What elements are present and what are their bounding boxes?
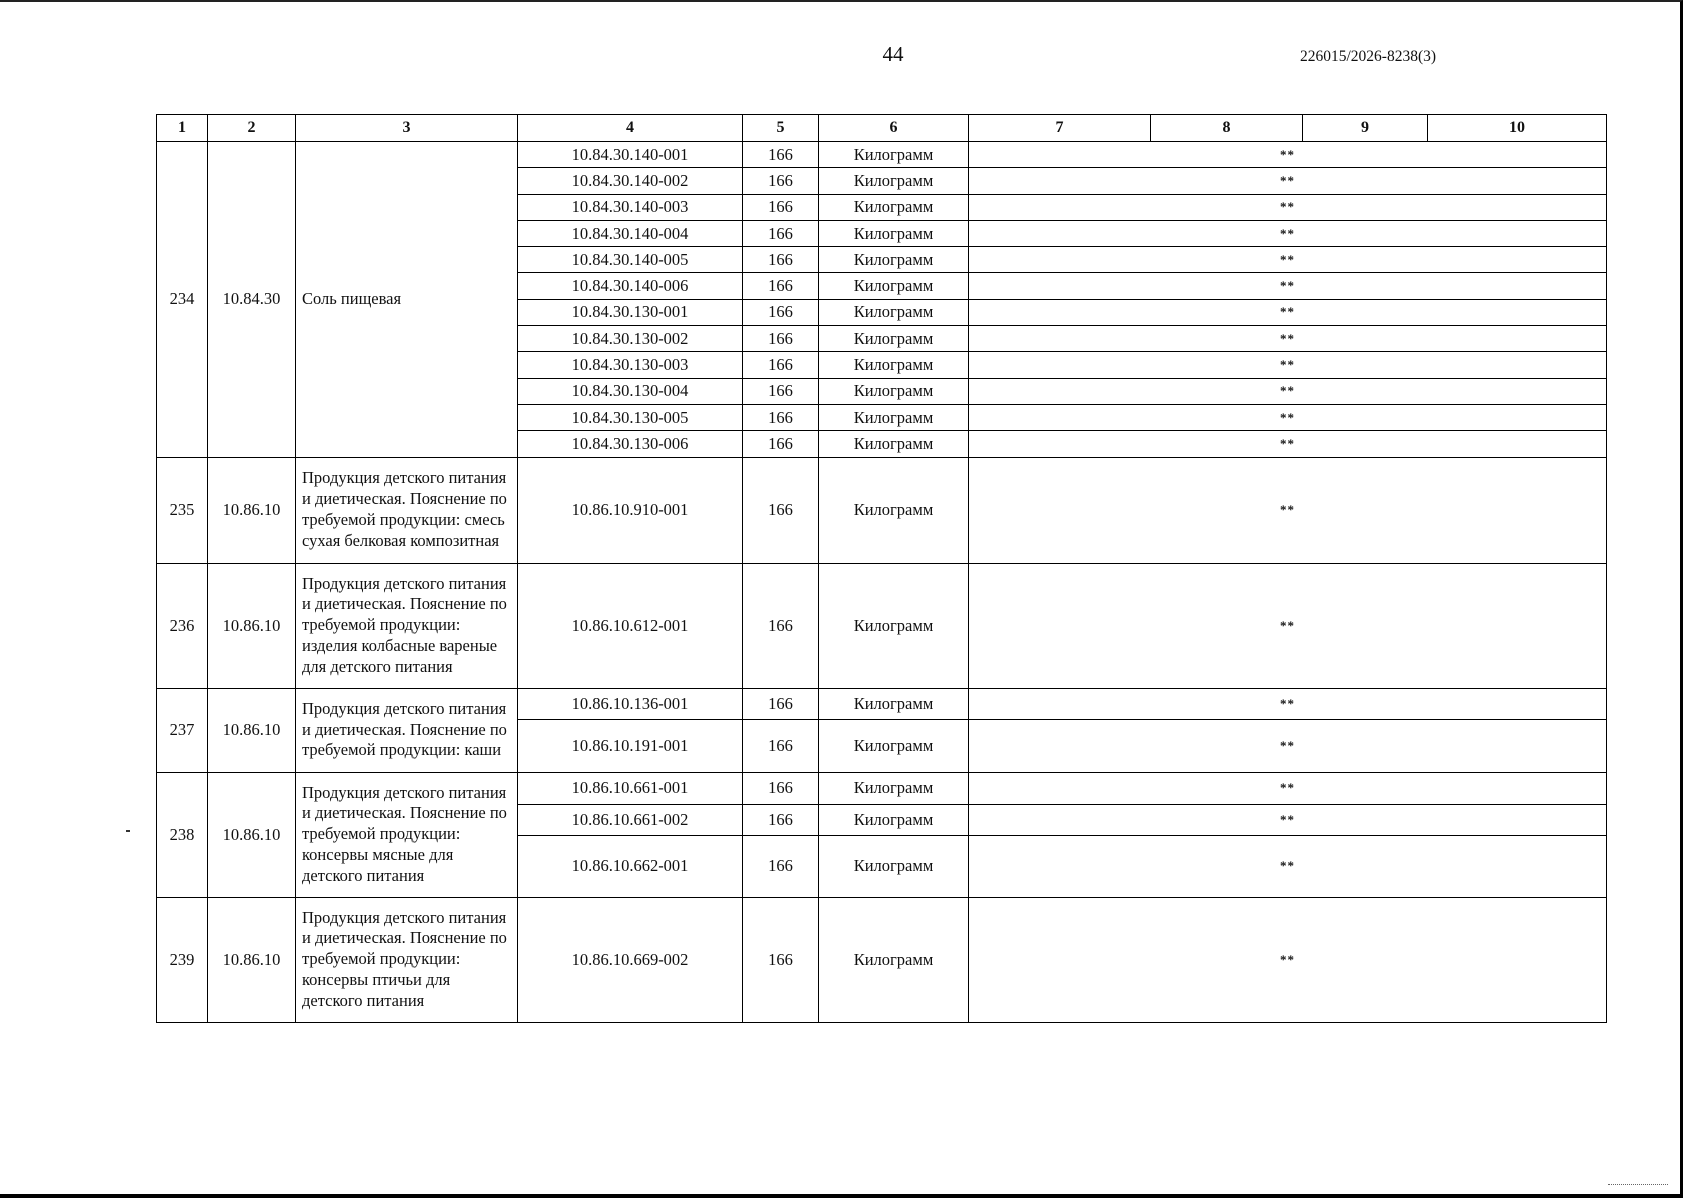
- ktru-code: 10.84.30.140-004: [518, 220, 743, 246]
- unit-name: Килограмм: [819, 772, 969, 804]
- unit-code: 166: [743, 457, 819, 563]
- data-table: [156, 114, 1607, 1023]
- page-number: 44: [882, 42, 904, 66]
- unit-name: Килограмм: [819, 835, 969, 897]
- unit-name: Килограмм: [819, 299, 969, 325]
- ktru-code: 10.84.30.130-006: [518, 431, 743, 457]
- table-row: [157, 688, 1607, 719]
- okpd-code: 10.84.30: [208, 142, 296, 458]
- table-row: [157, 457, 1607, 563]
- ktru-code: 10.84.30.130-005: [518, 404, 743, 430]
- column-header: 1: [157, 115, 208, 142]
- product-description: Продукция детского питания и диетическая. Пояснение по требуемой продукции: консервы мясные для детского питания: [296, 772, 518, 897]
- unit-code: 166: [743, 168, 819, 194]
- unit-name: Килограмм: [819, 273, 969, 299]
- unit-name: Килограмм: [819, 247, 969, 273]
- price-mark: **: [969, 247, 1607, 273]
- okpd-code: 10.86.10: [208, 772, 296, 897]
- unit-code: 166: [743, 247, 819, 273]
- unit-name: Килограмм: [819, 457, 969, 563]
- ktru-code: 10.84.30.130-003: [518, 352, 743, 378]
- table-row: [157, 897, 1607, 1022]
- header-row: [157, 115, 1607, 142]
- product-description: Продукция детского питания и диетическая. Пояснение по требуемой продукции: консервы птичьи для детского питания: [296, 897, 518, 1022]
- unit-code: 166: [743, 326, 819, 352]
- price-mark: **: [969, 835, 1607, 897]
- price-mark: **: [969, 273, 1607, 299]
- price-mark: **: [969, 194, 1607, 220]
- column-header: 5: [743, 115, 819, 142]
- unit-code: 166: [743, 835, 819, 897]
- ktru-code: 10.86.10.191-001: [518, 719, 743, 772]
- price-mark: **: [969, 168, 1607, 194]
- unit-name: Килограмм: [819, 431, 969, 457]
- price-mark: **: [969, 804, 1607, 835]
- table-row: [157, 142, 1607, 168]
- okpd-code: 10.86.10: [208, 563, 296, 688]
- product-description: Продукция детского питания и диетическая. Пояснение по требуемой продукции: каши: [296, 688, 518, 772]
- column-header: 2: [208, 115, 296, 142]
- row-number: 235: [157, 457, 208, 563]
- column-header: 10: [1428, 115, 1607, 142]
- ktru-code: 10.84.30.130-004: [518, 378, 743, 404]
- column-header: 3: [296, 115, 518, 142]
- ktru-code: 10.84.30.140-001: [518, 142, 743, 168]
- price-mark: **: [969, 719, 1607, 772]
- unit-code: 166: [743, 273, 819, 299]
- unit-name: Килограмм: [819, 352, 969, 378]
- price-mark: **: [969, 352, 1607, 378]
- unit-code: 166: [743, 804, 819, 835]
- product-description: Продукция детского питания и диетическая. Пояснение по требуемой продукции: изделия колбасные вареные для детского питания: [296, 563, 518, 688]
- table-row: [157, 772, 1607, 804]
- ktru-code: 10.86.10.612-001: [518, 563, 743, 688]
- unit-code: 166: [743, 378, 819, 404]
- unit-name: Килограмм: [819, 168, 969, 194]
- column-header: 7: [969, 115, 1151, 142]
- document-number: 226015/2026-8238(3): [1300, 48, 1437, 65]
- price-mark: **: [969, 404, 1607, 430]
- unit-name: Килограмм: [819, 688, 969, 719]
- ktru-code: 10.84.30.140-002: [518, 168, 743, 194]
- ktru-code: 10.84.30.130-002: [518, 326, 743, 352]
- price-mark: **: [969, 326, 1607, 352]
- unit-code: 166: [743, 194, 819, 220]
- price-mark: **: [969, 431, 1607, 457]
- row-number: 239: [157, 897, 208, 1022]
- product-description: Соль пищевая: [296, 142, 518, 458]
- row-number: 234: [157, 142, 208, 458]
- scan-artifact: [126, 830, 130, 832]
- okpd-code: 10.86.10: [208, 897, 296, 1022]
- product-description: Продукция детского питания и диетическая. Пояснение по требуемой продукции: смесь сухая белковая композитная: [296, 457, 518, 563]
- unit-code: 166: [743, 897, 819, 1022]
- unit-name: Килограмм: [819, 220, 969, 246]
- price-mark: **: [969, 457, 1607, 563]
- unit-name: Килограмм: [819, 326, 969, 352]
- unit-code: 166: [743, 772, 819, 804]
- ktru-code: 10.86.10.662-001: [518, 835, 743, 897]
- ktru-code: 10.86.10.661-001: [518, 772, 743, 804]
- row-number: 237: [157, 688, 208, 772]
- okpd-code: 10.86.10: [208, 688, 296, 772]
- ktru-code: 10.84.30.140-006: [518, 273, 743, 299]
- unit-name: Килограмм: [819, 719, 969, 772]
- unit-name: Килограмм: [819, 804, 969, 835]
- unit-name: Килограмм: [819, 404, 969, 430]
- ktru-code: 10.86.10.661-002: [518, 804, 743, 835]
- unit-name: Килограмм: [819, 897, 969, 1022]
- row-number: 236: [157, 563, 208, 688]
- ktru-code: 10.84.30.140-003: [518, 194, 743, 220]
- unit-name: Килограмм: [819, 563, 969, 688]
- ktru-code: 10.84.30.140-005: [518, 247, 743, 273]
- price-mark: **: [969, 563, 1607, 688]
- unit-code: 166: [743, 352, 819, 378]
- unit-name: Килограмм: [819, 142, 969, 168]
- price-mark: **: [969, 772, 1607, 804]
- unit-code: 166: [743, 688, 819, 719]
- column-header: 8: [1151, 115, 1303, 142]
- unit-code: 166: [743, 299, 819, 325]
- unit-name: Килограмм: [819, 194, 969, 220]
- ktru-code: 10.86.10.910-001: [518, 457, 743, 563]
- price-mark: **: [969, 299, 1607, 325]
- price-mark: **: [969, 142, 1607, 168]
- price-mark: **: [969, 688, 1607, 719]
- ktru-code: 10.86.10.136-001: [518, 688, 743, 719]
- unit-code: 166: [743, 404, 819, 430]
- price-mark: **: [969, 220, 1607, 246]
- unit-name: Килограмм: [819, 378, 969, 404]
- unit-code: 166: [743, 431, 819, 457]
- scan-artifact: [1608, 1184, 1668, 1188]
- column-header: 9: [1303, 115, 1428, 142]
- unit-code: 166: [743, 719, 819, 772]
- okpd-code: 10.86.10: [208, 457, 296, 563]
- ktru-code: 10.84.30.130-001: [518, 299, 743, 325]
- unit-code: 166: [743, 220, 819, 246]
- price-mark: **: [969, 897, 1607, 1022]
- ktru-code: 10.86.10.669-002: [518, 897, 743, 1022]
- price-mark: **: [969, 378, 1607, 404]
- column-header: 6: [819, 115, 969, 142]
- unit-code: 166: [743, 142, 819, 168]
- row-number: 238: [157, 772, 208, 897]
- unit-code: 166: [743, 563, 819, 688]
- column-header: 4: [518, 115, 743, 142]
- table-row: [157, 563, 1607, 688]
